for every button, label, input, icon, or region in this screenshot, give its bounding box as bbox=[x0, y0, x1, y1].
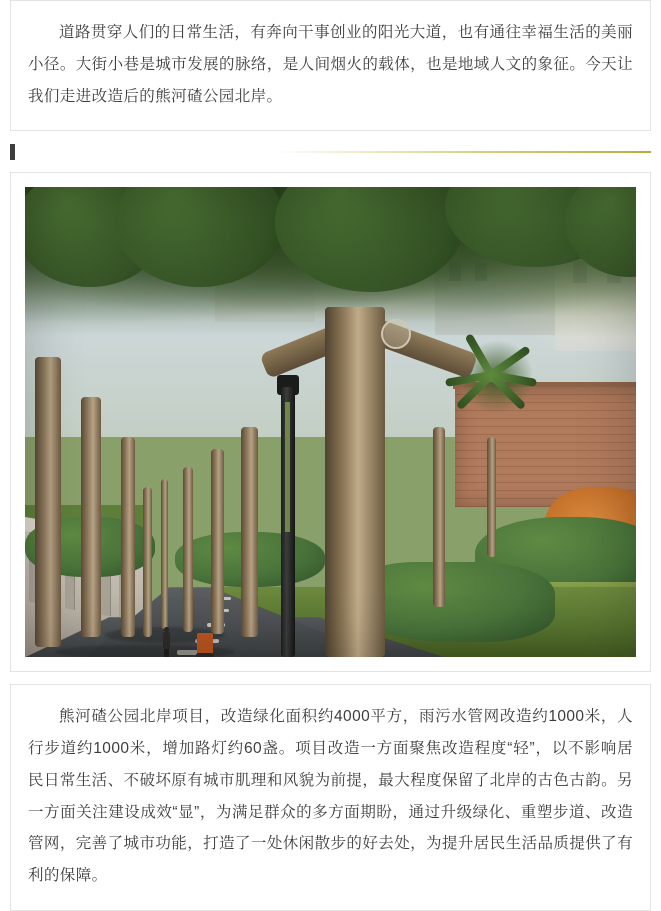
photo-pedestrian bbox=[162, 627, 171, 657]
photo-tree-trunk bbox=[35, 357, 61, 647]
bottom-paragraph-text: 熊河碴公园北岸项目，改造绿化面积约4000平方，雨污水管网改造约1000米，人行步道约1000米，增加路灯约60盏。项目改造一方面聚焦改造程度“轻”，以不影响居民日常生活、不破坏原有城市肌理和风貌为前提，最大程度保留了北岸的古色古韵。另一方面关注建设成效“显”，为满足群众的多方面期盼，通过升级绿化、重塑步道、改造管网，完善了城市功能，打造了一处休闲散步的好去处，为提升居民生活品质提供了有利的保障。 bbox=[28, 708, 633, 885]
photo-card bbox=[10, 172, 651, 672]
photo-tree-trunk bbox=[121, 437, 135, 637]
photo-tree-trunk bbox=[487, 437, 496, 557]
divider-block bbox=[10, 144, 15, 160]
photo-cart-wheel bbox=[196, 653, 214, 657]
top-paragraph-card bbox=[10, 0, 651, 131]
photo-tree-trunk bbox=[433, 427, 445, 607]
photo-tree-trunk bbox=[241, 427, 258, 637]
photo-cart bbox=[197, 633, 213, 655]
photo-hedge bbox=[355, 562, 555, 642]
photo-lamp-light-strip bbox=[285, 402, 290, 532]
photo-tree-trunk bbox=[143, 487, 152, 637]
photo-palm-tree bbox=[457, 337, 537, 417]
photo-tree-trunk bbox=[81, 397, 101, 637]
top-paragraph-text: 道路贯穿人们的日常生活，有奔向干事创业的阳光大道，也有通往幸福生活的美丽小径。大街小巷是城市发展的脉络，是人间烟火的载体，也是地域人文的象征。今天让我们走进改造后的熊河碴公园北岸。 bbox=[28, 24, 633, 105]
photo-tree-trunk bbox=[161, 479, 168, 629]
park-photo bbox=[25, 187, 636, 657]
photo-tree-trunk bbox=[211, 449, 224, 634]
bottom-paragraph-card bbox=[10, 684, 651, 911]
photo-foreground-tree-trunk bbox=[325, 307, 385, 657]
section-divider bbox=[10, 144, 651, 160]
photo-tree-trunk bbox=[183, 467, 193, 632]
divider-gradient-rule bbox=[22, 151, 651, 153]
